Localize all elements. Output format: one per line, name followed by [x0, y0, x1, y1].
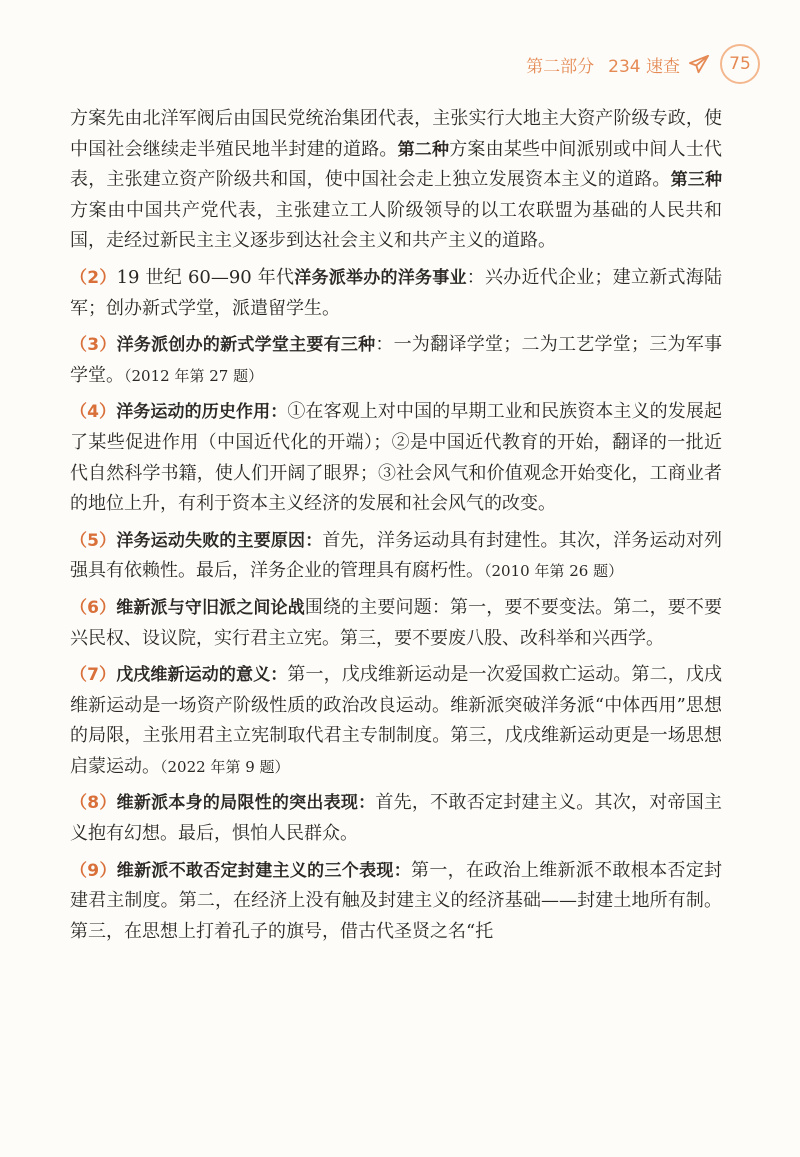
item-number: （6） — [70, 597, 117, 618]
paragraph-4: （4）洋务运动的历史作用：①在客观上对中国的早期工业和民族资本主义的发展起了某些促进作用（中国近代化的开端）；②是中国近代教育的开始，翻译的一批近代自然科学书籍，使人们开阔了眼界；③社会风气和价值观念开始变化，工商业者的地位上升，有利于资本主义经济的发展和社会风气的改变。 — [70, 401, 722, 515]
paragraph-2: （2）19 世纪 60—90 年代洋务派举办的洋务事业：兴办近代企业；建立新式海陆军；创办新式学堂，派遣留学生。 — [70, 266, 723, 319]
item-number: （9） — [70, 860, 117, 881]
citation: （2010 年第 26 题） — [484, 562, 624, 581]
item-number: （7） — [70, 665, 117, 686]
item-number: （8） — [70, 793, 117, 814]
section-title: 第二部分 — [526, 56, 595, 77]
item-number: （3） — [70, 335, 117, 356]
section-subtitle: 234 速查 — [608, 56, 680, 77]
paragraph-5: （5）洋务运动失败的主要原因：首先，洋务运动具有封建性。其次，洋务运动对列强具有依赖性。最后，洋务企业的管理具有腐朽性。（2010 年第 26 题） — [70, 529, 722, 582]
paragraph-3: （3）洋务派创办的新式学堂主要有三种：一为翻译学堂；二为工艺学堂；三为军事学堂。（2012 年第 27 题） — [70, 334, 722, 386]
paragraph-6: （6）维新派与守旧派之间论战围绕的主要问题：第一，要不要变法。第二，要不要兴民权、设议院，实行君主立宪。第三，要不要废八股、改科举和兴西学。 — [70, 596, 722, 649]
item-number: （5） — [70, 530, 117, 551]
citation: （2012 年第 27 题） — [124, 366, 264, 385]
paragraph-8: （8）维新派本身的局限性的突出表现：首先，不敢否定封建主义。其次，对帝国主义抱有幻想。最后，惧怕人民群众。 — [70, 792, 722, 845]
page-header — [526, 44, 760, 84]
paper-plane-icon — [688, 54, 710, 74]
paragraph-1: 方案先由北洋军阀后由国民党统治集团代表，主张实行大地主大资产阶级专政，使中国社会继续走半殖民地半封建的道路。第二种方案由某些中间派别或中间人士代表，主张建立资产阶级共和国，使中国社会走上独立发展资本主义的道路。第三种方案由中国共产党代表，主张建立工人阶级领导的以工农联盟为基础的人民共和国，走经过新民主主义逐步到达社会主义和共产主义的道路。 — [70, 108, 723, 252]
paragraph-9: （9）维新派不敢否定封建主义的三个表现：第一，在政治上维新派不敢根本否定封建君主制度。第二，在经济上没有触及封建主义的经济基础——封建土地所有制。第三，在思想上打着孔子的旗号，借古代圣贤之名“托 — [70, 859, 723, 942]
paragraph-7: （7）戊戌维新运动的意义：第一，戊戌维新运动是一次爱国救亡运动。第二，戊戌维新运动是一场资产阶级性质的政治改良运动。维新派突破洋务派“中体西用”思想的局限，主张用君主立宪制取代君主专制制度。第三，戊戌维新运动更是一场思想启蒙运动。（2022 年第 9 题） — [70, 664, 722, 777]
page-number: 75 — [720, 44, 760, 84]
item-number: （2） — [70, 267, 117, 288]
body-text — [70, 104, 722, 953]
citation: （2022 年第 9 题） — [160, 757, 290, 776]
item-number: （4） — [70, 402, 117, 423]
